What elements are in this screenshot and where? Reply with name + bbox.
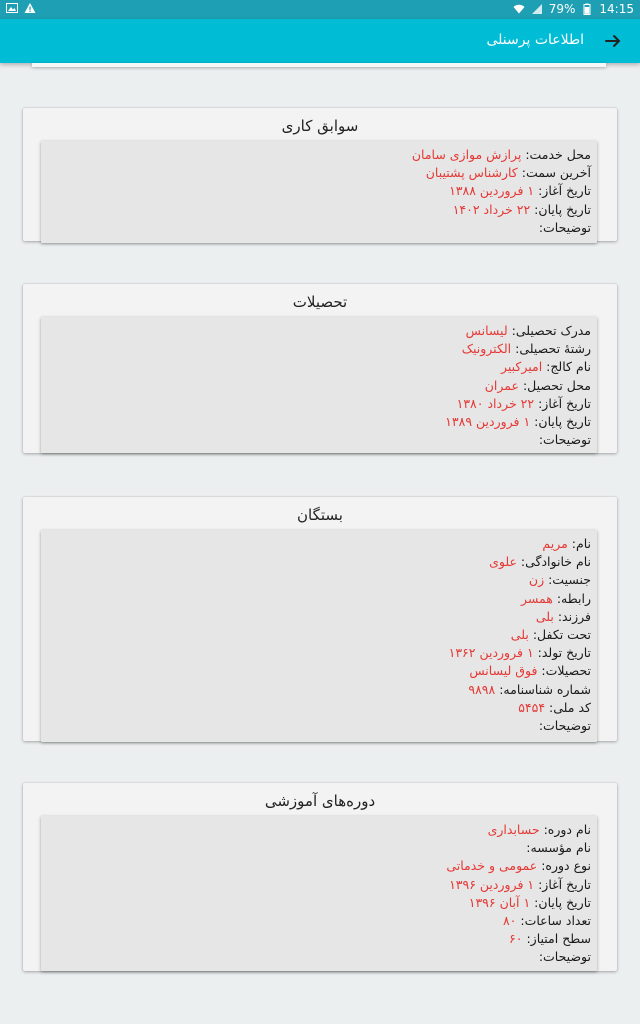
detail-row: تاریخ پایان: ۲۲ خرداد ۱۴۰۲ <box>452 201 591 217</box>
detail-row: نام: مریم <box>542 536 591 551</box>
detail-row: محل خدمت: پرازش موازی سامان <box>411 147 591 162</box>
detail-row: نام مؤسسه: <box>526 840 591 856</box>
back-arrow-icon[interactable] <box>600 28 626 54</box>
gallery-icon <box>6 2 18 14</box>
courses-card <box>23 783 617 971</box>
detail-row: تاریخ آغاز: ۲۲ خرداد ۱۳۸۰ <box>456 395 591 411</box>
detail-row: محل تحصیل: عمران <box>484 377 591 393</box>
education-title: تحصیلات <box>292 293 348 311</box>
detail-row: توضیحات: <box>538 219 591 235</box>
relatives-card <box>23 497 617 741</box>
detail-row: رابطه: همسر <box>520 590 591 606</box>
detail-row: مدرک تحصیلی: لیسانس <box>465 323 591 338</box>
detail-row: تحت تکفل: بلی <box>510 626 591 642</box>
battery-percent: 79% <box>548 2 576 16</box>
detail-row: توضیحات: <box>538 717 591 733</box>
detail-row: تاریخ آغاز: ۱ فروردین ۱۳۸۸ <box>449 183 591 199</box>
detail-row: نام کالج: امیرکبیر <box>500 359 591 375</box>
detail-row: تاریخ تولد: ۱ فروردین ۱۳۶۲ <box>448 645 591 661</box>
status-bar <box>0 0 640 19</box>
app-bar <box>0 19 640 63</box>
battery-icon <box>581 3 593 15</box>
detail-row: توضیحات: <box>538 432 591 448</box>
work-history-card <box>23 108 617 241</box>
previous-card-edge <box>32 63 606 67</box>
signal-icon <box>531 3 543 15</box>
detail-row: تحصیلات: فوق لیسانس <box>469 663 591 679</box>
detail-row: رشتهٔ تحصیلی: الکترونیک <box>461 341 591 357</box>
page-title: اطلاعات پرسنلی <box>486 32 584 48</box>
work-history-details <box>41 141 597 243</box>
detail-row: توضیحات: <box>538 949 591 965</box>
wifi-icon <box>513 3 525 15</box>
detail-row: سطح امتیاز: ۶۰ <box>509 931 591 947</box>
relatives-title: بستگان <box>297 506 343 524</box>
courses-details <box>41 816 597 971</box>
detail-row: کد ملی: ۵۴۵۴ <box>518 699 591 715</box>
warning-icon <box>24 2 36 14</box>
detail-row: شماره شناسنامه: ۹۸۹۸ <box>468 681 591 697</box>
detail-row: تاریخ آغاز: ۱ فروردین ۱۳۹۶ <box>449 876 591 892</box>
detail-row: آخرین سمت: کارشناس پشتیبان <box>425 165 591 181</box>
clock: 14:15 <box>599 2 634 16</box>
detail-row: نام دوره: حسابداری <box>487 822 591 837</box>
courses-title: دوره‌های آموزشی <box>264 792 376 810</box>
detail-row: جنسیت: زن <box>528 572 591 588</box>
relatives-details <box>41 530 597 742</box>
detail-row: تاریخ پایان: ۱ فروردین ۱۳۸۹ <box>445 413 591 429</box>
detail-row: تاریخ پایان: ۱ آبان ۱۳۹۶ <box>468 894 591 910</box>
detail-row: نوع دوره: عمومی و خدماتی <box>446 858 591 874</box>
detail-row: تعداد ساعات: ۸۰ <box>502 912 591 928</box>
work-history-title: سوابق کاری <box>281 117 359 135</box>
detail-row: نام خانوادگی: علوی <box>489 554 591 570</box>
education-details <box>41 317 597 453</box>
detail-row: فرزند: بلی <box>535 608 591 624</box>
education-card <box>23 284 617 453</box>
